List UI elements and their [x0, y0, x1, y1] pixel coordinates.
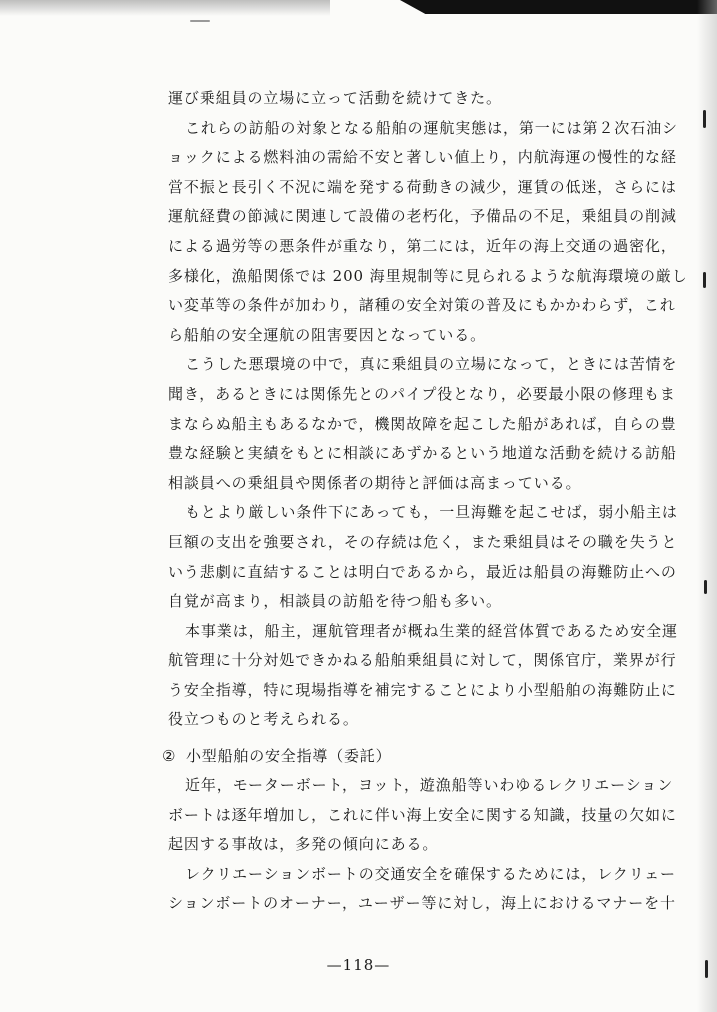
scan-shadow-top-right	[400, 0, 717, 14]
scan-mark	[190, 20, 210, 22]
scan-shadow-top-left	[0, 0, 330, 16]
text-line: 航管理に十分対処できかねる船舶乗組員に対して，関係官庁，業界が行	[168, 651, 677, 670]
text-line: レクリエーションボートの交通安全を確保するためには，レクリェー	[185, 864, 676, 883]
text-line: もとより厳しい条件下にあっても，一旦海難を起こせば，弱小船主は	[185, 503, 678, 522]
text-line: う安全指導，特に現場指導を補完することにより小型船舶の海難防止に	[168, 680, 677, 699]
text-line: 相談員への乗組員や関係者の期待と評価は高まっている。	[168, 473, 582, 492]
paragraph	[168, 114, 688, 351]
text-line: ボートは逐年増加し，これに伴い海上安全に関する知識，技量の欠如に	[168, 805, 677, 824]
text-line: による過労等の悪条件が重なり，第二には，近年の海上交通の過密化，	[168, 236, 677, 255]
text-line: 本事業は，船主，運航管理者が概ね生業的経営体質であるため安全運	[185, 621, 678, 640]
page-number: —118—	[326, 956, 391, 974]
text-line: 起因する事故は，多発の傾向にある。	[168, 835, 439, 854]
text-line: これらの訪船の対象となる船舶の運航実態は，第一には第２次石油シ	[185, 118, 678, 137]
paragraph	[168, 84, 658, 114]
paragraph	[168, 617, 678, 735]
text-line: い変革等の条件が加わり，諸種の安全対策の普及にもかかわらず，これ	[168, 296, 676, 315]
text-line: 豊な経験と実績をもとに相談にあずかるという地道な活動を続ける訪船	[168, 444, 677, 463]
body-text-top	[168, 84, 688, 735]
section-heading	[162, 742, 391, 772]
paragraph	[168, 860, 676, 919]
paragraph	[168, 771, 677, 860]
text-line: 近年，モーターボート，ヨット，遊漁船等いわゆるレクリエーション	[185, 776, 674, 794]
body-text-section	[168, 771, 677, 919]
text-line: 営不振と長引く不況に端を発する荷動きの減少，運賃の低迷，さらには	[168, 177, 677, 196]
section-title: 小型船舶の安全指導（委託）	[186, 747, 392, 765]
text-line: 運び乗組員の立場に立って活動を続けてきた。	[168, 89, 502, 107]
text-line: 多様化，漁船関係では 200 海里規制等に見られるような航海環境の厳し	[168, 266, 688, 285]
text-line: ョックによる燃料油の需給不安と著しい値上り，内航海運の慢性的な経	[168, 148, 677, 167]
scan-mark	[703, 110, 706, 128]
text-line: いう悲劇に直結することは明白であるから，最近は船員の海難防止への	[168, 562, 677, 581]
text-line: 巨額の支出を強要され，その存続は危く，また乗組員はその職を失うと	[168, 532, 678, 551]
scan-mark	[703, 272, 706, 288]
text-line: 役立つものと考えられる。	[168, 710, 359, 729]
text-line: こうした悪環境の中で，真に乗組員の立場になって，ときには苦情を	[185, 355, 678, 374]
scan-mark	[704, 580, 707, 594]
text-line: ションボートのオーナー，ユーザー等に対し，海上におけるマナーを十	[168, 894, 676, 913]
text-line: ら船舶の安全運航の阻害要因となっている。	[168, 325, 487, 344]
text-line: まならぬ船主もあるなかで，機関故障を起こした船があれば，自らの豊	[168, 414, 677, 433]
text-line: 聞き，あるときには関係先とのパイプ役となり，必要最小限の修理もま	[168, 384, 676, 403]
paragraph	[168, 350, 678, 498]
section-number: ②	[162, 747, 177, 765]
text-line: 運航経費の節減に関連して設備の老朽化，予備品の不足，乗組員の削減	[168, 207, 677, 226]
scan-shadow-right-edge	[697, 0, 717, 1012]
text-line: 自覚が高まり，相談員の訪船を待つ船も多い。	[168, 592, 502, 611]
paragraph	[168, 498, 678, 616]
